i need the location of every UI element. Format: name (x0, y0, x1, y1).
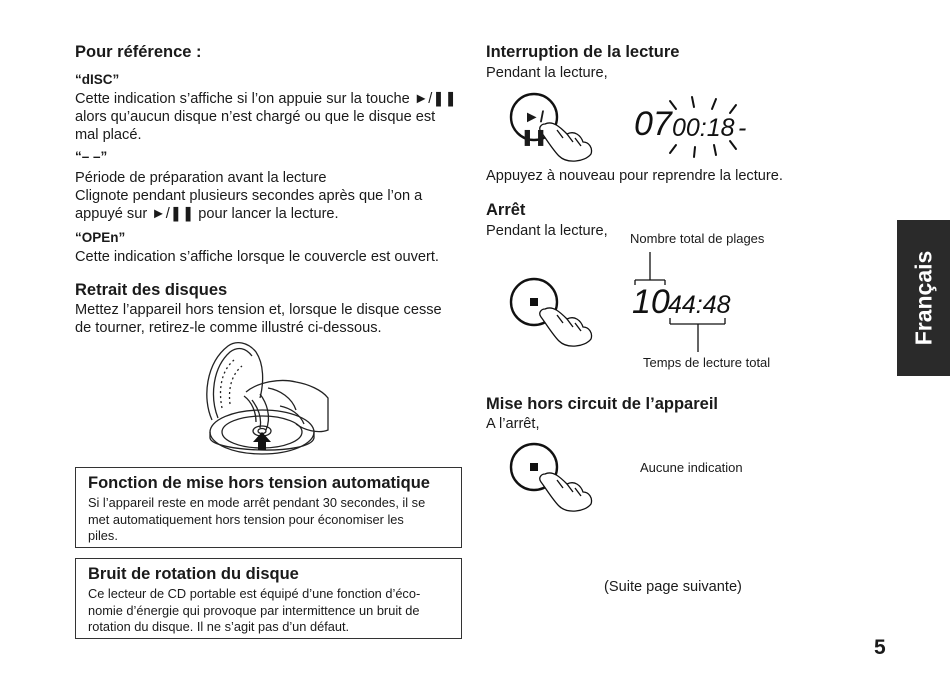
total-time-label: Temps de lecture total (643, 355, 771, 370)
disc-line: alors qu’aucun disque n’est chargé ou que le disque est (75, 109, 436, 125)
removal-description (75, 301, 462, 337)
language-tab (897, 220, 950, 376)
disc-line: Cette indication s’affiche si l’on appuie sur la touche ►/❚❚ (75, 91, 457, 107)
dash-line: Clignote pendant plusieurs secondes après que l’on a (75, 188, 423, 204)
disc-description (75, 90, 462, 144)
rotation-noise-line: Ce lecteur de CD portable est équipé d’une fonction d’éco- (88, 586, 421, 601)
total-tracks-label: Nombre total de plages (630, 231, 765, 246)
removal-title: Retrait des disques (75, 281, 228, 299)
pause-intro: Pendant la lecture, (486, 65, 608, 81)
page-number: 5 (874, 636, 886, 659)
pause-display-dash: - (738, 114, 747, 142)
stop-button-hold-illustration (505, 440, 595, 512)
dash-line: appuyé sur ►/❚❚ pour lancer la lecture. (75, 206, 339, 222)
open-line: Cette indication s’affiche lorsque le couvercle est ouvert. (75, 249, 439, 265)
disc-removal-illustration (200, 338, 335, 460)
auto-power-off-text (88, 495, 449, 545)
power-off-title: Mise hors circuit de l’appareil (486, 395, 718, 413)
language-tab-label: Français (910, 250, 936, 346)
auto-power-off-line: met automatiquement hors tension pour économiser les (88, 511, 404, 527)
reference-title: Pour référence : (75, 43, 202, 61)
continued-note: (Suite page suivante) (604, 579, 742, 595)
dash-label: “– –” (75, 149, 108, 164)
open-description (75, 248, 465, 266)
rotation-noise-title: Bruit de rotation du disque (88, 565, 299, 583)
rotation-noise-text (88, 586, 449, 636)
auto-power-off-box (75, 467, 462, 548)
dash-description (75, 169, 462, 223)
removal-line: Mettez l’appareil hors tension et, lorsque le disque cesse (75, 302, 442, 318)
pause-title: Interruption de la lecture (486, 43, 680, 61)
disc-line: mal placé. (75, 127, 142, 143)
pause-resume-text: Appuyez à nouveau pour reprendre la lecture. (486, 168, 783, 184)
rotation-noise-box (75, 558, 462, 639)
stop-display-time: 44:48 (668, 291, 731, 319)
dash-line: Période de préparation avant la lecture (75, 170, 327, 186)
rotation-noise-line: rotation du disque. Il ne s’agit pas d’un défaut. (88, 619, 350, 634)
stop-title: Arrêt (486, 201, 526, 219)
removal-line: de tourner, retirez-le comme illustré ci-dessous. (75, 320, 382, 336)
auto-power-off-title: Fonction de mise hors tension automatique (88, 474, 430, 492)
pause-display-time: 00:18 (672, 114, 735, 142)
disc-label: “dISC” (75, 72, 120, 87)
play-pause-symbol: ►/❚❚ (520, 109, 548, 146)
auto-power-off-line: piles. (88, 528, 118, 543)
open-label: “OPEn” (75, 230, 126, 245)
pause-display-track: 07 (634, 105, 672, 143)
stop-square-icon (530, 463, 538, 471)
auto-power-off-line: Si l’appareil reste en mode arrêt pendant 30 secondes, il se (88, 495, 426, 510)
rotation-noise-line: nomie d’énergie qui provoque par intermittence un bruit de (88, 602, 420, 618)
stop-intro: Pendant la lecture, (486, 223, 608, 239)
power-off-intro: A l’arrêt, (486, 416, 540, 432)
no-display-label: Aucune indication (640, 460, 743, 475)
stop-display-track: 10 (632, 283, 670, 321)
stop-button-illustration (505, 275, 595, 347)
stop-square-icon (530, 298, 538, 306)
